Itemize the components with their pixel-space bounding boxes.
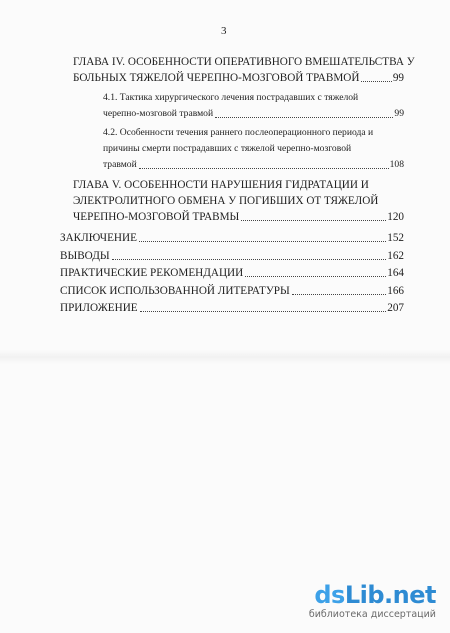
toc-entry-conclusion — [60, 230, 404, 246]
logo-suffix: Lib.net — [344, 581, 436, 609]
toc-page-number: 108 — [389, 159, 404, 170]
toc-text: ЗАКЛЮЧЕНИЕ — [60, 232, 137, 244]
toc-line — [73, 193, 404, 209]
toc-text: ГЛАВА V. ОСОБЕННОСТИ НАРУШЕНИЯ ГИДРАТАЦИИ И — [73, 179, 369, 191]
toc-entry-recommendations — [60, 265, 404, 281]
toc-page-number: 166 — [387, 285, 404, 297]
logo-prefix: ds — [314, 581, 345, 609]
toc-line — [60, 230, 404, 246]
toc-text: ПРИЛОЖЕНИЕ — [60, 302, 138, 314]
toc-entry-appendix — [60, 300, 404, 316]
toc-text: ЭЛЕКТРОЛИТНОГО ОБМЕНА У ПОГИБШИХ ОТ ТЯЖЕЛОЙ — [73, 195, 379, 207]
toc-line — [73, 54, 415, 70]
dot-leader — [140, 300, 387, 312]
toc-line — [103, 106, 404, 122]
dot-leader — [292, 283, 386, 295]
toc-line — [60, 265, 404, 281]
toc-line — [60, 300, 404, 316]
toc-line — [103, 141, 404, 157]
toc-text: СПИСОК ИСПОЛЬЗОВАННОЙ ЛИТЕРАТУРЫ — [60, 285, 290, 297]
toc-entry-references — [60, 283, 404, 299]
toc-entry-findings — [60, 248, 404, 264]
toc-text: травмой — [103, 159, 137, 170]
toc-line — [73, 70, 404, 86]
toc-entry-chapter-4 — [73, 54, 415, 86]
toc-text: ПРАКТИЧЕСКИЕ РЕКОМЕНДАЦИИ — [60, 267, 244, 279]
toc-text: БОЛЬНЫХ ТЯЖЕЛОЙ ЧЕРЕПНО-МОЗГОВОЙ ТРАВМОЙ — [73, 72, 360, 84]
watermark-tagline: библиотека диссертаций — [308, 609, 436, 620]
toc-text: ЧЕРЕПНО-МОЗГОВОЙ ТРАВМЫ — [73, 211, 240, 223]
toc-text: ГЛАВА IV. ОСОБЕННОСТИ ОПЕРАТИВНОГО ВМЕШАТЕЛЬСТВА У — [73, 56, 415, 68]
toc-line — [60, 248, 404, 264]
toc-line — [103, 125, 404, 141]
toc-entry-section-4-2 — [103, 125, 404, 173]
dot-leader — [112, 248, 387, 260]
toc-line — [60, 283, 404, 299]
dot-leader — [245, 265, 386, 277]
toc-line — [103, 157, 404, 173]
toc-entry-chapter-5 — [73, 177, 404, 225]
toc-entry-section-4-1 — [103, 90, 404, 122]
toc-text: ВЫВОДЫ — [60, 250, 110, 262]
dslib-logo — [314, 581, 436, 609]
toc-page-number: 162 — [387, 250, 404, 262]
toc-line — [103, 90, 404, 106]
toc-page-number: 99 — [394, 108, 404, 119]
dot-leader — [241, 209, 386, 221]
toc-line — [73, 177, 404, 193]
toc-page-number: 152 — [387, 232, 404, 244]
scan-artifact-band — [0, 350, 450, 364]
dot-leader — [215, 106, 393, 118]
toc-page-number: 120 — [387, 211, 404, 223]
dslib-watermark — [308, 581, 436, 625]
toc-text: 4.1. Тактика хирургического лечения пострадавших с тяжелой — [103, 92, 359, 103]
toc-page-number: 99 — [392, 72, 404, 84]
toc-text: причины смерти пострадавших с тяжелой черепно-мозговой — [103, 143, 352, 154]
toc-text: черепно-мозговой травмой — [103, 108, 214, 119]
dot-leader — [361, 70, 391, 82]
dot-leader — [139, 230, 386, 242]
page-number: 3 — [221, 25, 227, 37]
toc-page-number: 207 — [387, 302, 404, 314]
toc-text: 4.2. Особенности течения раннего послеоперационного периода и — [103, 127, 374, 138]
dot-leader — [139, 157, 389, 169]
toc-line — [73, 209, 404, 225]
toc-page-number: 164 — [387, 267, 404, 279]
